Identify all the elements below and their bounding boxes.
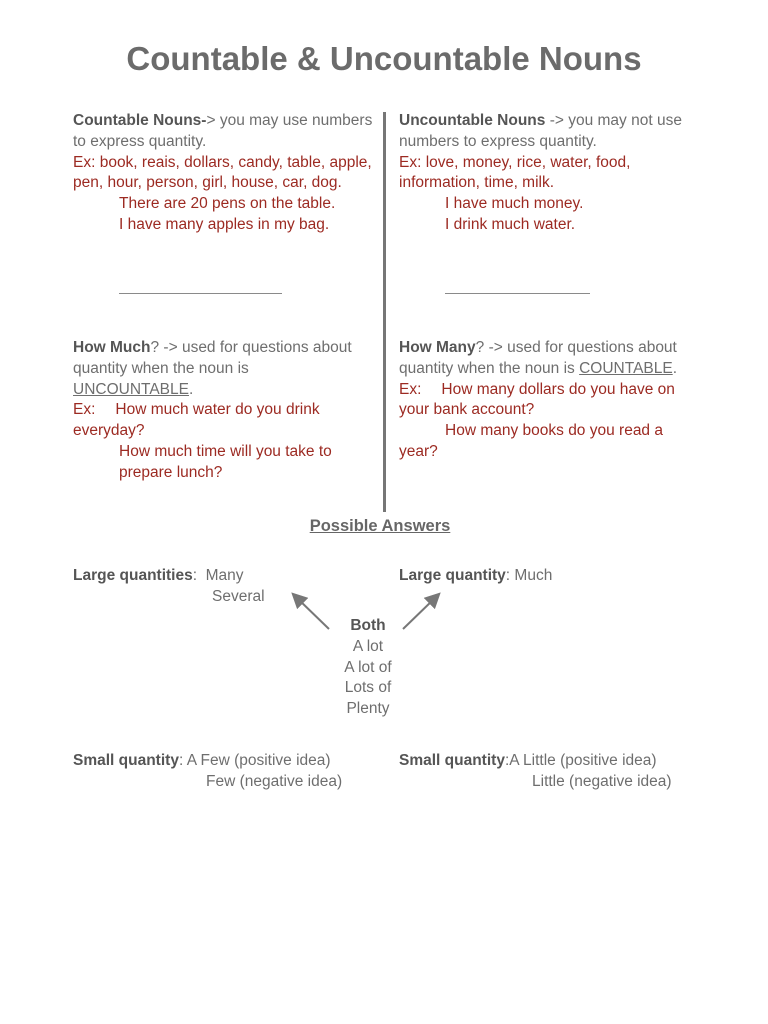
both-item: A lot	[352, 637, 384, 655]
how-much-heading: How Much	[73, 339, 151, 356]
countable-examples: Ex: book, reais, dollars, candy, table, apple, pen, hour, person, girl, house, car, dog.	[73, 153, 372, 192]
uncountable-heading: Uncountable Nouns	[399, 112, 546, 129]
uncountable-section	[399, 111, 699, 236]
both-section	[318, 616, 418, 720]
how-much-question-1: How much water do you drink everyday?	[73, 401, 320, 440]
countable-sentence-2: I have many apples in my bag.	[119, 215, 330, 233]
how-much-description: ? -> used for questions about quantity when the noun is	[73, 339, 352, 377]
how-much-question-2: How much time will you take to prepare lunch?	[119, 442, 332, 481]
uncountable-description: -> you may not use numbers to express quantity.	[399, 112, 682, 150]
how-many-heading: How Many	[399, 339, 476, 356]
uncountable-examples: Ex: love, money, rice, water, food, information, time, milk.	[399, 153, 631, 192]
how-many-description: ? -> used for questions about quantity when the noun is	[399, 339, 677, 377]
how-many-question-1: How many dollars do you have on your bank account?	[399, 380, 675, 419]
both-item: Plenty	[346, 700, 390, 718]
how-many-period: .	[672, 359, 678, 377]
small-uncountable-row	[399, 751, 657, 772]
uncountable-sentence-1: I have much money.	[445, 195, 584, 213]
large-countable-sep: :	[192, 567, 206, 584]
how-much-question-2-wrap	[73, 442, 373, 484]
blank-line-right	[445, 293, 590, 294]
how-much-period: .	[188, 380, 194, 398]
small-countable-sep: :	[178, 752, 187, 769]
how-much-ex-label: Ex:	[73, 401, 96, 419]
small-uncountable-label: Small quantity	[399, 752, 505, 769]
large-uncountable-row	[399, 566, 552, 587]
countable-heading: Countable Nouns-	[73, 112, 207, 129]
large-countable-row	[73, 566, 244, 587]
possible-answers-heading: Possible Answers	[309, 517, 451, 535]
small-uncountable-a-little: A Little (positive idea)	[509, 752, 657, 769]
how-many-question-2: How many books do you read a year?	[399, 422, 663, 460]
blank-line-left	[119, 293, 282, 294]
countable-keyword: COUNTABLE	[579, 359, 673, 377]
small-countable-few: Few (negative idea)	[206, 773, 343, 790]
both-heading: Both	[350, 617, 386, 634]
small-uncountable-sep: :	[504, 752, 510, 769]
both-item: Lots of	[344, 679, 392, 697]
page-title: Countable & Uncountable Nouns	[126, 40, 642, 77]
large-countable-label: Large quantities	[73, 567, 193, 584]
large-uncountable-sep: :	[505, 567, 515, 584]
how-many-section	[399, 338, 699, 463]
column-divider	[383, 112, 386, 512]
both-item: A lot of	[344, 658, 392, 676]
large-uncountable-label: Large quantity	[399, 567, 506, 584]
how-much-section	[73, 338, 373, 484]
how-many-question-2-wrap	[399, 421, 699, 463]
small-countable-label: Small quantity	[73, 752, 179, 769]
countable-sentence-1: There are 20 pens on the table.	[119, 195, 336, 213]
small-countable-row	[73, 751, 331, 772]
small-countable-a-few: A Few (positive idea)	[186, 752, 331, 769]
countable-section	[73, 111, 373, 236]
large-countable-several: Several	[212, 588, 265, 605]
countable-description: > you may use numbers to express quantity.	[73, 112, 373, 150]
uncountable-keyword: UNCOUNTABLE	[73, 380, 189, 398]
large-uncountable-much: Much	[514, 567, 553, 584]
how-many-ex-label: Ex:	[399, 380, 422, 398]
large-countable-many: Many	[205, 567, 244, 584]
small-uncountable-little: Little (negative idea)	[532, 773, 672, 790]
uncountable-sentence-2: I drink much water.	[445, 215, 576, 233]
